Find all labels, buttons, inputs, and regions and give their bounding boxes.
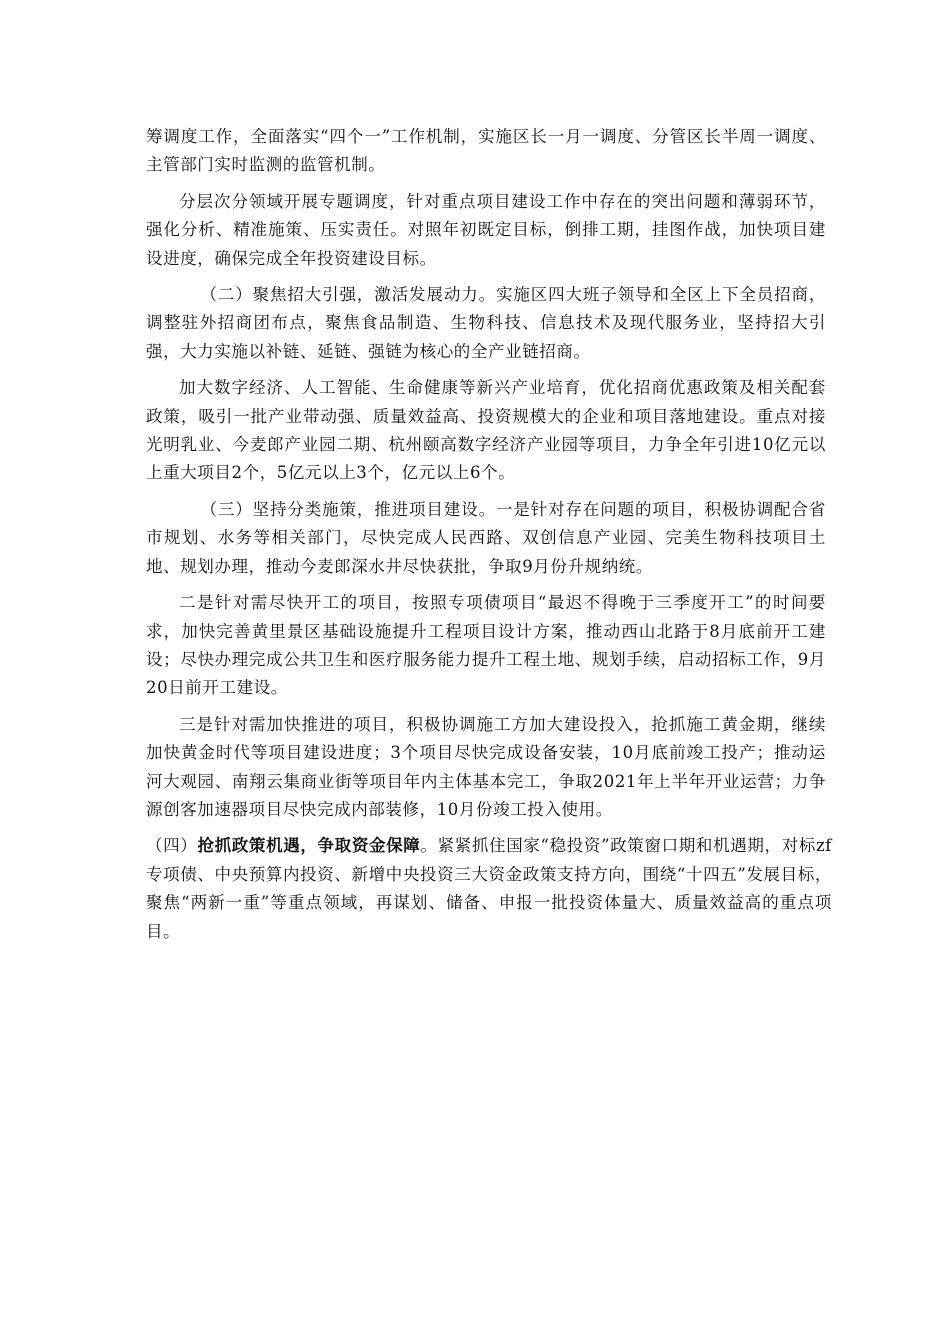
paragraph-6: 二是针对需尽快开工的项目，按照专项债项目“最迟不得晚于三季度开工”的时间要求，加快完善黄里景区基础设施提升工程项目设计方案，推动西山北路于8月底前开工建设；尽快办理完成公共卫生和医疗服务能力提升工程土地、规划手续，启动招标工作，9月20日前开工建设。 — [146, 593, 826, 698]
paragraph-8-section-4 — [146, 832, 832, 946]
paragraph-5-section-3: （三）坚持分类施策，推进项目建设。一是针对存在问题的项目，积极协调配合省市规划、水务等相关部门，尽快完成人民西路、双创信息产业园、完美生物科技项目土地、规划办理，推动今麦郎深水井尽快获批，争取9月份升规纳统。 — [146, 499, 826, 576]
section-4-text: 。紧紧抓住国家“稳投资”政策窗口期和机遇期，对标zf专项债、中央预算内投资、新增中央投资三大资金政策支持方向，围绕“十四五”发展目标，聚焦“两新一重”等重点领域，再谋划、储备、申报一批投资体量大、质量效益高的重点项目。 — [146, 836, 832, 941]
paragraph-1: 筹调度工作，全面落实“四个一”工作机制，实施区长一月一调度、分管区长半周一调度、主管部门实时监测的监管机制。 — [146, 127, 826, 175]
document-body — [146, 123, 832, 954]
paragraph-3-section-2: （二）聚焦招大引强，激活发展动力。实施区四大班子领导和全区上下全员招商，调整驻外招商团布点，聚焦食品制造、生物科技、信息技术及现代服务业，坚持招大引强，大力实施以补链、延链、强链为核心的全产业链招商。 — [146, 285, 826, 361]
paragraph-4: 加大数字经济、人工智能、生命健康等新兴产业培育，优化招商优惠政策及相关配套政策，吸引一批产业带动强、质量效益高、投资规模大的企业和项目落地建设。重点对接光明乳业、今麦郎产业园二期、杭州颐高数字经济产业园等项目，力争全年引进10亿元以上重大项目2个，5亿元以上3个，亿元以上6个。 — [146, 378, 826, 483]
section-4-number: （四） — [146, 836, 198, 856]
paragraph-2: 分层次分领域开展专题调度，针对重点项目建设工作中存在的突出问题和薄弱环节，强化分析、精准施策、压实责任。对照年初既定目标，倒排工期，挂图作战，加快项目建设进度，确保完成全年投资建设目标。 — [146, 191, 826, 268]
section-4-heading: 抢抓政策机遇，争取资金保障 — [197, 836, 421, 856]
paragraph-7: 三是针对需加快推进的项目，积极协调施工方加大建设投入，抢抓施工黄金期，继续加快黄金时代等项目建设进度；3个项目尽快完成设备安装，10月底前竣工投产；推动运河大观园、南翔云集商业街等项目年内主体基本完工，争取2021年上半年开业运营；力争源创客加速器项目尽快完成内部装修，10月份竣工投入使用。 — [146, 714, 826, 819]
